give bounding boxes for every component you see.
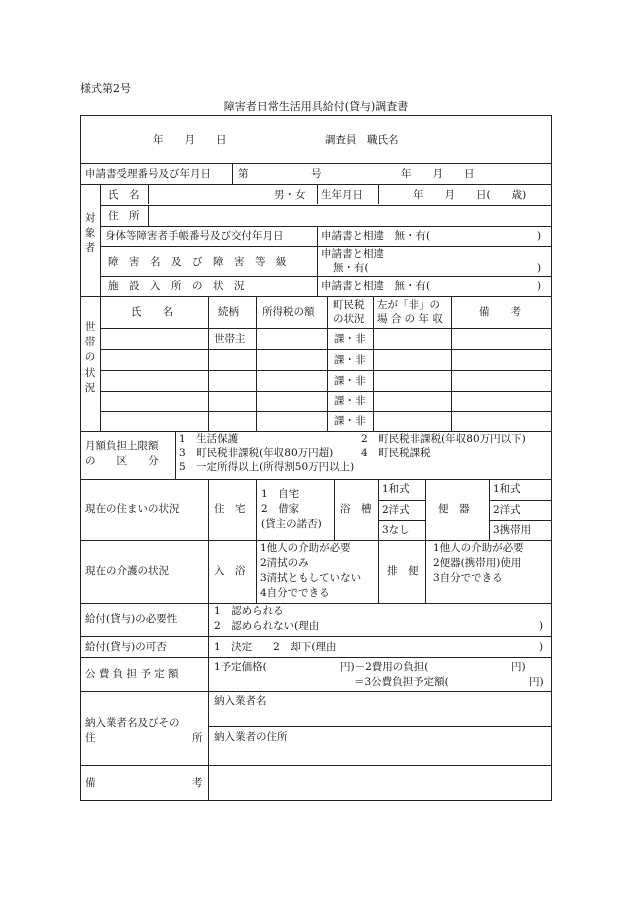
bath-option-2: 2洋式 — [382, 504, 410, 516]
planned-price: 1予定価格( — [214, 661, 267, 673]
housing-option-1: 1 自宅 — [261, 488, 300, 500]
row-divider — [100, 411, 551, 412]
disability-check-line2: 無・有( — [333, 262, 369, 274]
household-tax-header-2: の状況 — [333, 313, 365, 325]
excretion-option-1: 1他人の介助が必要 — [433, 542, 524, 554]
col-divider — [256, 479, 257, 540]
tax-status-option: 課・非 — [334, 354, 366, 366]
investigator-label: 調査員 職氏名 — [325, 134, 399, 146]
bathing-option-4: 4自分でできる — [260, 587, 330, 599]
cost-burden: 円)－2費用の負担( — [340, 661, 429, 673]
facility-check: 申請書と相違 無・有( — [321, 280, 431, 292]
col-divider — [378, 184, 379, 204]
address-label: 住 所 — [108, 210, 140, 222]
col-divider — [334, 479, 335, 540]
survey-date: 年 月 日 — [153, 134, 227, 146]
excretion-label: 排 便 — [387, 565, 419, 577]
col-divider — [208, 603, 209, 801]
household-name-header: 氏 名 — [131, 306, 173, 318]
col-divider — [232, 163, 233, 184]
toilet-option-3: 3携帯用 — [493, 524, 532, 536]
public-burden-label: 公 費 負 担 予 定 額 — [85, 668, 179, 680]
limit-label-line2: の 区 分 — [85, 455, 159, 467]
col-divider — [451, 296, 452, 431]
head-of-household: 世帯主 — [214, 333, 246, 345]
remarks-label-end: 考 — [192, 777, 203, 789]
row-divider — [81, 431, 551, 432]
limit-option-3: 3 町民税非課税(年収80万円超) — [179, 447, 334, 459]
row-divider — [81, 184, 551, 185]
facility-label: 施 設 入 所 の 状 況 — [108, 280, 245, 292]
supplier-address-label: 納入業者の住所 — [214, 731, 288, 743]
household-income-tax-header: 所得税の額 — [262, 306, 315, 318]
handbook-check: 申請書と相違 無・有( — [321, 230, 431, 242]
dob-value: 年 月 日( 歳) — [413, 189, 527, 201]
col-divider — [100, 184, 101, 431]
supplier-label-address: 住 — [85, 732, 96, 744]
public-burden-amount: ＝3公費負担予定額( — [354, 676, 449, 688]
housing-option-3: (貸主の諾否) — [261, 518, 322, 530]
receipt-no-prefix: 第 — [238, 168, 249, 180]
handbook-label: 身体等障害者手帳番号及び交付年月日 — [105, 230, 284, 242]
bathing-label: 入 浴 — [214, 565, 246, 577]
row-divider — [81, 657, 551, 658]
row-divider — [81, 765, 551, 766]
col-divider — [208, 479, 209, 603]
disability-close: ) — [537, 262, 542, 274]
name-label: 氏 名 — [108, 189, 140, 201]
row-divider — [100, 391, 551, 392]
cost-burden-close: 円) — [511, 661, 526, 673]
row-divider — [100, 226, 551, 227]
row-divider — [81, 603, 551, 604]
col-divider — [425, 479, 426, 540]
row-divider — [208, 726, 551, 727]
disability-check-line1: 申請書と相違 — [321, 248, 384, 260]
col-divider — [175, 431, 176, 479]
row-divider — [100, 276, 551, 277]
col-divider — [378, 479, 379, 540]
receipt-label: 申請書受理番号及び年月日 — [85, 168, 211, 180]
necessity-option-2: 2 認められない(理由 — [214, 620, 320, 632]
col-divider — [378, 540, 379, 603]
limit-option-5: 5 一定所得以上(所得割50万円以上) — [179, 461, 355, 473]
housing-option-2: 2 借家 — [261, 503, 300, 515]
row-divider — [81, 163, 551, 164]
household-remarks-header: 備 考 — [479, 306, 521, 318]
receipt-no-suffix: 号 — [311, 168, 322, 180]
limit-label-line1: 月額負担上限額 — [85, 440, 159, 452]
row-divider — [489, 500, 551, 501]
bathing-option-3: 3清拭ともしていない — [260, 572, 362, 584]
approval-label: 給付(貸与)の可否 — [85, 641, 167, 653]
form-title: 障害者日常生活用具給付(貸与)調査書 — [223, 100, 409, 113]
limit-option-4: 4 町民税課税 — [361, 447, 431, 459]
tax-status-option: 課・非 — [334, 415, 366, 427]
household-income-header-2: 場 合 の 年 収 — [377, 313, 443, 325]
supplier-label-address-end: 所 — [192, 732, 203, 744]
necessity-close: ) — [539, 620, 544, 632]
toilet-option-1: 1和式 — [493, 483, 521, 495]
col-divider — [425, 540, 426, 603]
form-number: 様式第2号 — [80, 82, 131, 95]
bath-label: 浴 槽 — [340, 503, 372, 515]
row-divider — [81, 636, 551, 637]
col-divider — [373, 296, 374, 431]
approval-close: ) — [539, 641, 544, 653]
public-burden-close: 円) — [529, 676, 544, 688]
receipt-date: 年 月 日 — [401, 168, 475, 180]
sex-options: 男・女 — [274, 189, 306, 201]
row-divider — [100, 205, 551, 206]
row-divider — [81, 479, 551, 480]
bathing-option-2: 2清拭のみ — [260, 557, 309, 569]
row-divider — [100, 328, 551, 329]
bath-option-3: 3なし — [382, 524, 410, 536]
toilet-option-2: 2洋式 — [493, 504, 521, 516]
col-divider — [317, 226, 318, 296]
bath-option-1: 1和式 — [382, 483, 410, 495]
disability-label: 障 害 名 及 び 障 害 等 級 — [108, 256, 287, 268]
housing-label: 住 宅 — [214, 503, 246, 515]
row-divider — [81, 296, 551, 297]
col-divider — [317, 184, 318, 204]
excretion-option-2: 2便器(携帯用)使用 — [433, 557, 522, 569]
row-divider — [100, 246, 551, 247]
col-divider — [208, 296, 209, 431]
approval-options: 1 決定 2 却下(理由 — [214, 641, 337, 653]
limit-option-1: 1 生活保護 — [179, 433, 239, 445]
row-divider — [100, 370, 551, 371]
household-income-header-1: 左が「非」の — [377, 299, 440, 311]
supplier-label-line1: 納入業者名及びその — [85, 717, 180, 729]
tax-status-option: 課・非 — [334, 333, 366, 345]
col-divider — [327, 296, 328, 431]
care-label: 現在の介護の状況 — [85, 565, 169, 577]
supplier-name-label: 納入業者名 — [214, 695, 267, 707]
toilet-label: 便 器 — [438, 503, 470, 515]
subject-section-label: 対 象 者 — [84, 212, 96, 255]
col-divider — [489, 479, 490, 540]
household-relation-header: 続柄 — [218, 306, 239, 318]
household-tax-header-1: 町民税 — [333, 299, 365, 311]
row-divider — [378, 520, 425, 521]
col-divider — [256, 540, 257, 603]
excretion-option-3: 3自分でできる — [433, 572, 503, 584]
col-divider — [256, 296, 257, 431]
residence-label: 現在の住まいの状況 — [85, 503, 180, 515]
survey-form-table — [80, 115, 552, 801]
row-divider — [378, 500, 425, 501]
row-divider — [81, 691, 551, 692]
row-divider — [100, 349, 551, 350]
dob-label: 生年月日 — [321, 189, 363, 201]
row-divider — [489, 520, 551, 521]
facility-close: ) — [537, 280, 542, 292]
col-divider — [148, 205, 149, 226]
bathing-option-1: 1他人の介助が必要 — [260, 542, 351, 554]
row-divider — [81, 540, 551, 541]
remarks-label: 備 — [85, 777, 96, 789]
col-divider — [148, 184, 149, 204]
limit-option-2: 2 町民税非課税(年収80万円以下) — [361, 433, 526, 445]
handbook-close: ) — [537, 230, 542, 242]
household-section-label: 世 帯 の 状 況 — [84, 321, 96, 394]
tax-status-option: 課・非 — [334, 375, 366, 387]
necessity-label: 給付(貸与)の必要性 — [85, 613, 178, 625]
tax-status-option: 課・非 — [334, 395, 366, 407]
necessity-option-1: 1 認められる — [214, 605, 284, 617]
